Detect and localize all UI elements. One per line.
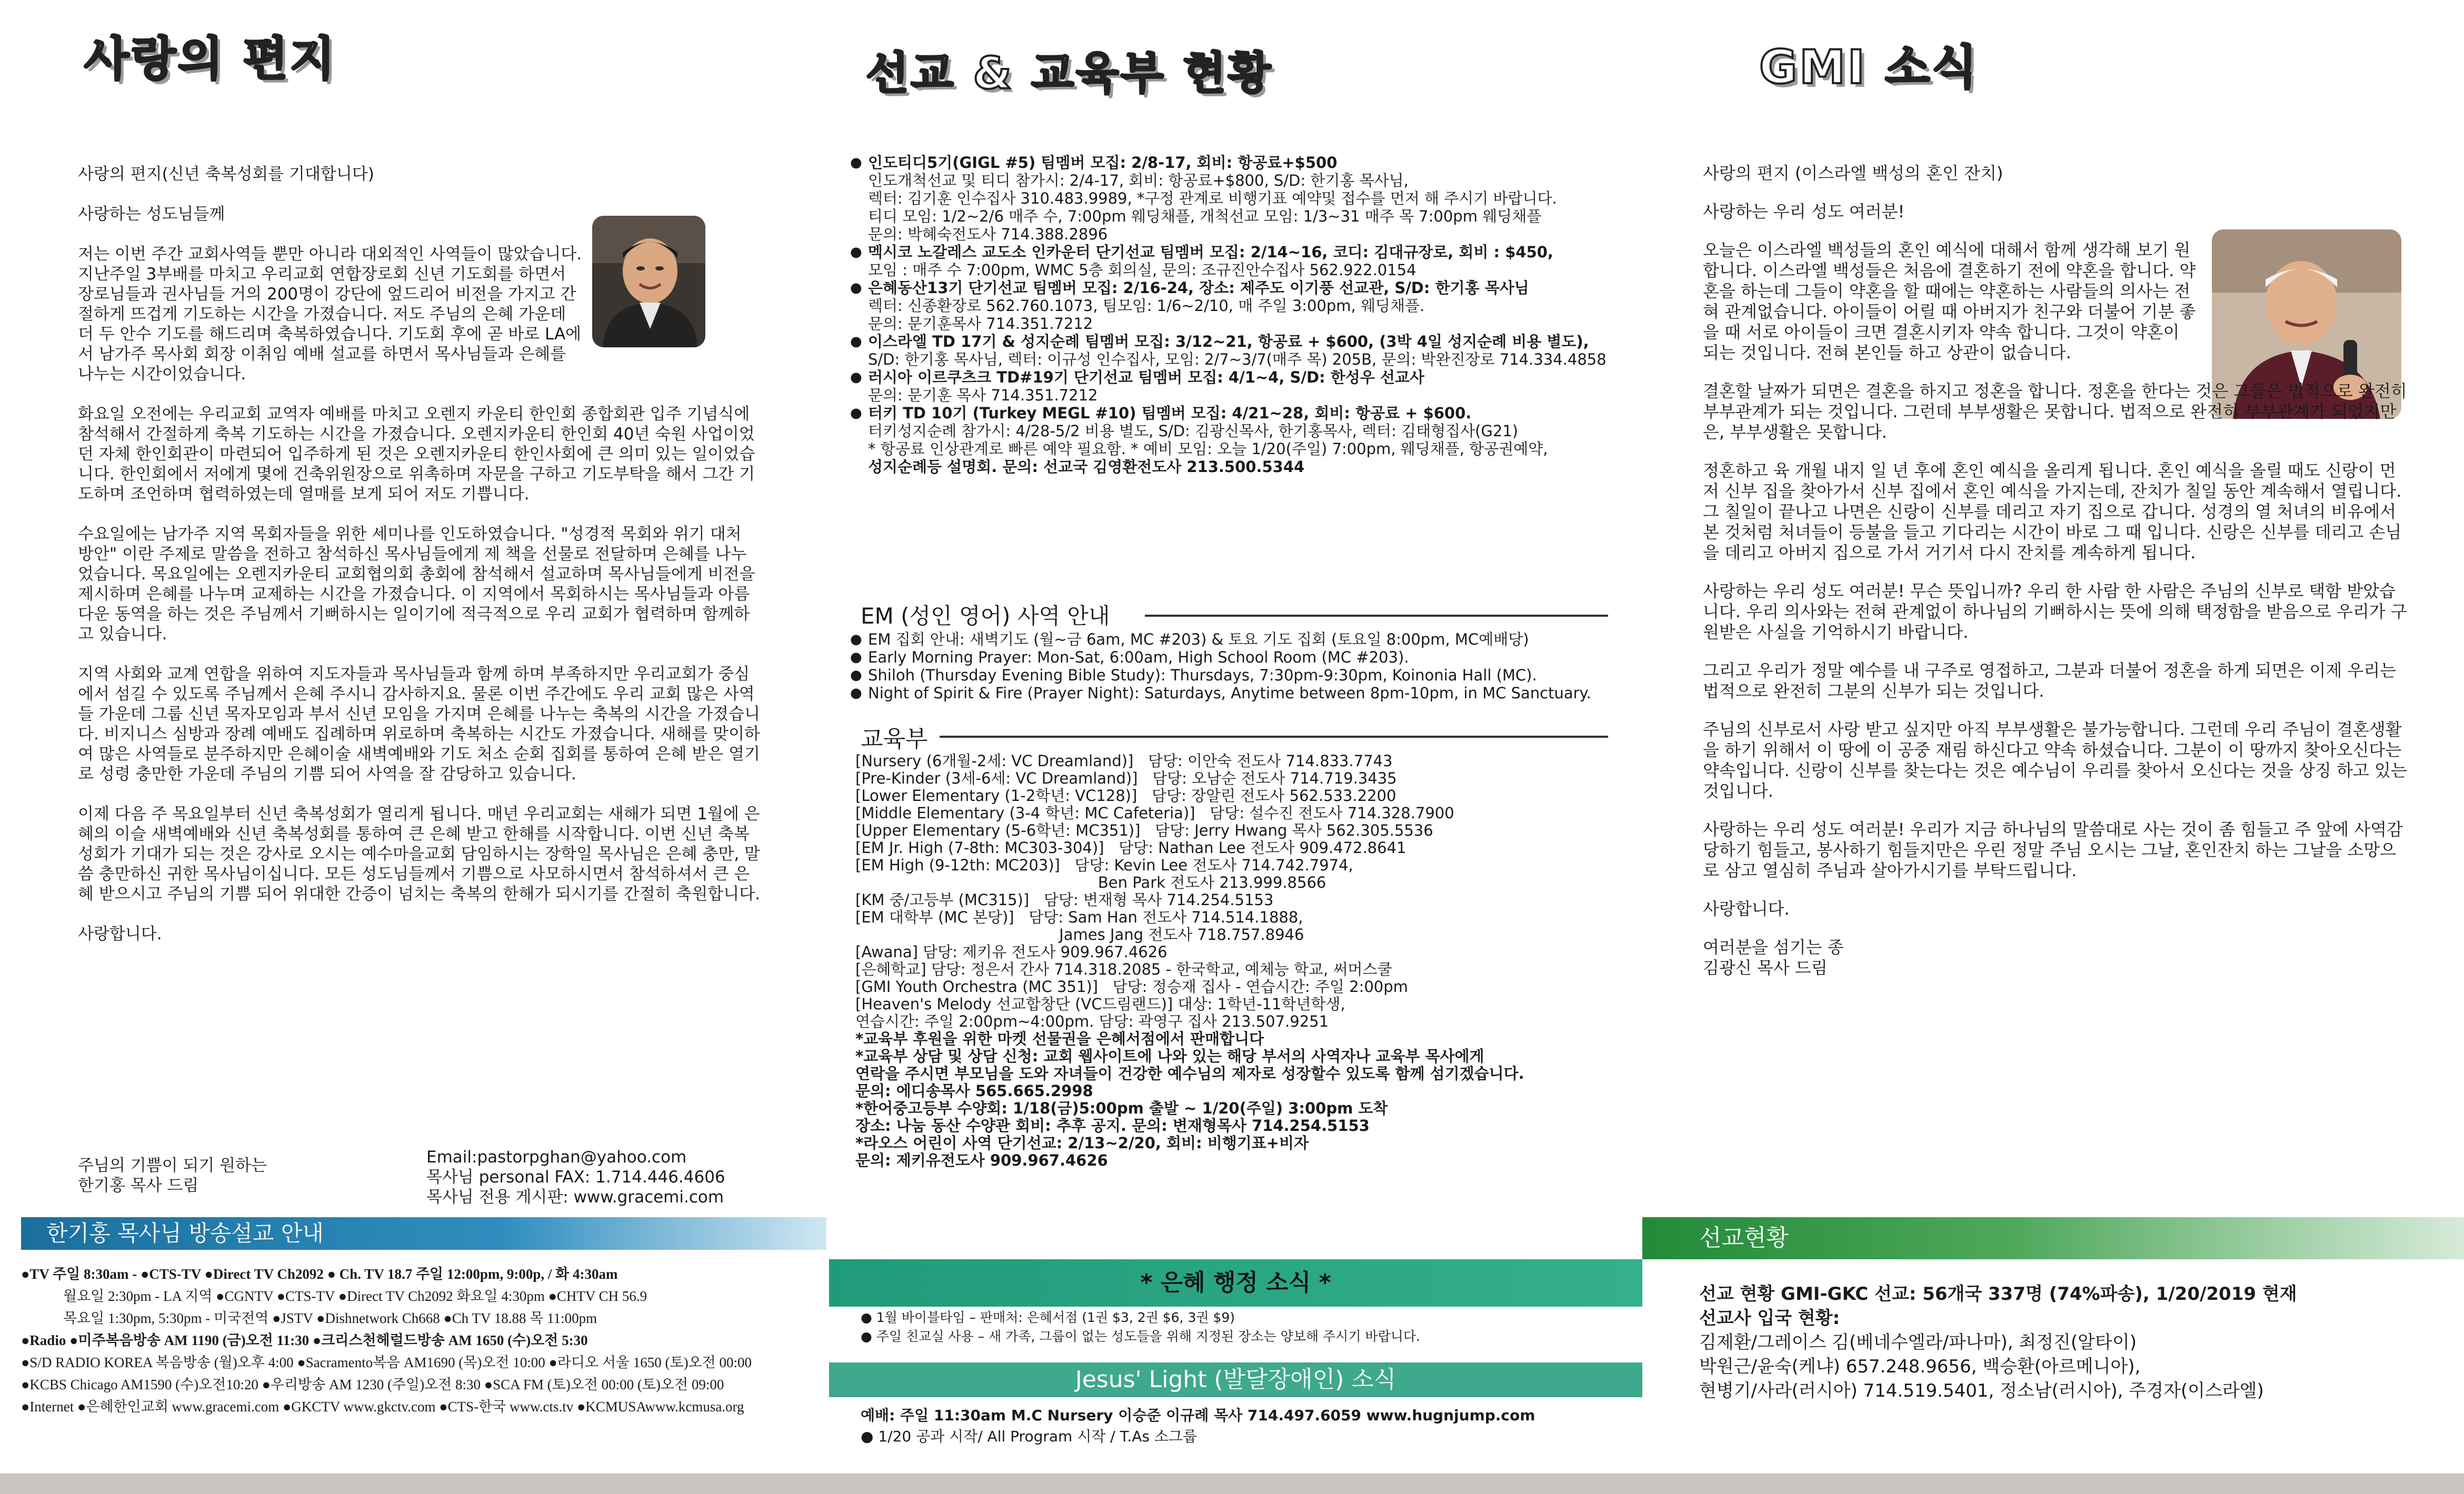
education-line: [GMI Youth Orchestra (MC 351)] 담당: 정승재 집사 - 연습시간: 주일 2:00pm bbox=[855, 978, 1408, 996]
broadcast-line-internet[interactable]: ●Internet ●은혜한인교회 www.gracemi.com ●GKCTV www.gkctv.com ●CTS-한국 www.cts.tv ●KCMUSAwww.kcmusa.org bbox=[21, 1399, 744, 1415]
mission-item-turkey: ● 터키 TD 10기 (Turkey MEGL #10) 팀멤버 모집: 4/21~28, 회비: 항공료 + $600. bbox=[850, 404, 1624, 422]
letter2-sign-line1: 여러분을 섬기는 종 bbox=[1703, 937, 1844, 957]
broadcast-title: 한기홍 목사님 방송설교 안내 bbox=[46, 1220, 324, 1246]
education-note: 장소: 나눔 동산 수양관 회비: 추후 공지. 문의: 변재형목사 714.254.5153 bbox=[855, 1117, 1370, 1135]
grace-admin-list bbox=[861, 1308, 1629, 1346]
grace-admin-item-text: 주일 친교실 사용 – 새 가족, 그룹이 없는 성도들을 위해 지정된 장소는 양보해 주시기 바랍니다. bbox=[876, 1329, 1420, 1344]
mission-status-line1: 선교 현황 GMI-GKC 선교: 56개국 337명 (74%파송), 1/20/2019 현재 bbox=[1699, 1284, 2297, 1305]
education-line: [Middle Elementary (3-4 학년: MC Cafeteria)] 담당: 설수진 전도사 714.328.7900 bbox=[855, 804, 1454, 822]
em-item: ● Night of Spirit & Fire (Prayer Night): Saturdays, Anytime between 8pm-10pm, in MC Sanctuary. bbox=[850, 684, 1624, 702]
grace-admin-band bbox=[829, 1259, 1642, 1307]
letter2-para1: 오늘은 이스라엘 백성들의 혼인 예식에 대해서 함께 생각해 보기 원합니다. 이스라엘 백성들은 처음에 결혼하기 전에 약혼을 합니다. 약혼을 하는데 그들이 약혼을 할 때에는 약혼하는 사람들의 의사는 전혀 관계없습니다. 아이들이 어릴 때 아버지가 친구와 더불어 기분 좋을 때 서로 아이들이 크면 결혼시키자 약속 합니다. 그것이 약혼이 되는 것입니다. 전혀 본인들 하고 상관이 없습니다. bbox=[1703, 240, 2196, 363]
education-line: [Nursery (6개월-2세: VC Dreamland)] 담당: 이안숙 전도사 714.833.7743 bbox=[855, 752, 1393, 770]
jesus-light-title: Jesus' Light (발달장애인) 소식 bbox=[1075, 1366, 1396, 1393]
letter2-para2: 결혼할 날짜가 되면은 결혼을 하지고 정혼을 합니다. 정혼을 한다는 것은 그들은 법적으로 완전히 부부관계가 되는 것입니다. 그런데 부부생활은 못합니다. 법적으로 완전히 부부관계가 되었지만은, 부부생활은 못합니다. bbox=[1703, 381, 2407, 442]
mission-sub: 렉터: 신종환장로 562.760.1073, 팀모임: 1/6~2/10, 매 주일 3:00pm, 웨딩채플. bbox=[868, 297, 1425, 315]
education-note: *교육부 후원을 위한 마켓 선물권을 은혜서점에서 판매합니다 bbox=[855, 1030, 1264, 1048]
education-line: [Heaven's Melody 선교합창단 (VC드림랜드)] 대상: 1학년-11학년학생, bbox=[855, 995, 1345, 1013]
letter2-para7: 사랑하는 우리 성도 여러분! 우리가 지금 하나님의 말씀대로 사는 것이 좀 힘들고 주 앞에 사역감당하기 힘들고, 봉사하기 힘들지만은 우린 정말 주님 오시는 그날, 혼인잔치 하는 그날을 소망으로 삼고 열심히 주님과 살아가시기를 부탁드립니다. bbox=[1703, 819, 2403, 880]
broadcast-line-sd: ●S/D RADIO KOREA 복음방송 (월)오후 4:00 ●Sacramento복음 AM1690 (목)오전 10:00 ●라디오 서울 1650 (토)오전 00:00 bbox=[21, 1355, 752, 1370]
education-line: James Jang 전도사 718.757.8946 bbox=[855, 926, 1304, 944]
education-line: Ben Park 전도사 213.999.8566 bbox=[855, 874, 1326, 891]
letter1-greeting: 사랑하는 성도님들께 bbox=[78, 205, 225, 224]
mission-status-line4: 박원근/윤숙(케냐) 657.248.9656, 백승환(아르메니아), bbox=[1699, 1356, 2141, 1377]
broadcast-line-kcbs: ●KCBS Chicago AM1590 (수)오전10:20 ●우리방송 AM 1230 (주일)오전 8:30 ●SCA FM (토)오전 00:00 (토)오전 09:00 bbox=[21, 1377, 724, 1392]
education-line: [KM 중/고등부 (MC315)] 담당: 변재형 목사 714.254.5153 bbox=[855, 891, 1274, 909]
grace-admin-item: ● 1월 바이블타임 – 판매처: 은혜서점 (1권 $3, 2권 $6, 3권 $9) bbox=[861, 1310, 1235, 1325]
mission-list bbox=[850, 154, 1624, 476]
education-list bbox=[855, 753, 1624, 1169]
mission-sub: 터키성지순례 참가시: 4/28-5/2 비용 별도, S/D: 김광신목사, 한기홍목사, 렉터: 김태형집사(G21) bbox=[868, 422, 1519, 440]
mission-status-line2: 선교사 입국 현황: bbox=[1699, 1308, 1840, 1329]
broadcast-schedule bbox=[21, 1263, 811, 1418]
jesus-light-info bbox=[861, 1405, 1629, 1447]
column-love-letter bbox=[0, 0, 829, 1494]
mission-sub: 모임 : 매주 수 7:00pm, WMC 5층 회의실, 문의: 조규진안수집사 562.922.0154 bbox=[868, 261, 1416, 279]
letter1-para4: 지역 사회와 교계 연합을 위하여 지도자들과 목사님들과 함께 하며 부족하지만 우리교회가 중심에서 섬길 수 있도록 주님께서 은혜 주시니 감사하지요. 물론 이번 주간에도 우리 교회 많은 사역들 가운데 그룹 신년 목자모임과 부서 신년 모임을 가지며 은혜를 나누는 축복의 시간을 가졌습니다. 비지니스 심방과 장례 예배도 집례하며 위로하며 축복하는 시간도 가졌습니다. 새해를 맞이하여 많은 사역들로 분주하지만 은혜이술 새벽예배와 기도 처소 순회 집회를 통하여 은혜 받은 열기로 성령 충만한 가운데 주님의 기쁨 되어 사역을 잘 감당하고 있습니다. bbox=[78, 665, 760, 784]
header-gmi-news: GMI 소식 bbox=[1759, 40, 1979, 94]
letter1-sign-line2: 한기홍 목사 드림 bbox=[78, 1176, 199, 1195]
education-line: [EM High (9-12th: MC203)] 담당: Kevin Lee 전도사 714.742.7974, bbox=[855, 856, 1353, 874]
education-line: [Pre-Kinder (3세-6세: VC Dreamland)] 담당: 오남순 전도사 714.719.3435 bbox=[855, 769, 1397, 787]
broadcast-line-tv: ●TV 주일 8:30am - ●CTS-TV ●Direct TV Ch2092 ● Ch. TV 18.7 주일 12:00pm, 9:00p, / 화 4:30am bbox=[21, 1266, 618, 1282]
mission-sub: 문의: 문기훈목사 714.351.7212 bbox=[868, 315, 1093, 333]
mission-sub: 렉터: 김기훈 인수집사 310.483.9989, *구정 관계로 비행기표 예약및 접수를 먼저 해 주시기 바랍니다. bbox=[868, 189, 1557, 207]
education-line: 연습시간: 주일 2:00pm~4:00pm. 담당: 곽영구 집사 213.507.9251 bbox=[855, 1012, 1329, 1030]
mission-item-russia: ● 러시아 이르쿠츠크 TD#19기 단기선교 팀멤버 모집: 4/1~4, S/D: 한성우 선교사 bbox=[850, 368, 1624, 386]
education-line: [Upper Elementary (5-6학년: MC351)] 담당: Jerry Hwang 목사 562.305.5536 bbox=[855, 821, 1433, 839]
letter1-closing: 사랑합니다. bbox=[78, 925, 162, 944]
mission-status-title: 선교현황 bbox=[1699, 1225, 1789, 1251]
em-item: ● Early Morning Prayer: Mon-Sat, 6:00am, High School Room (MC #203). bbox=[850, 648, 1624, 666]
mission-status-line5: 현병기/사라(러시아) 714.519.5401, 정소남(러시아), 주경자(이스라엘) bbox=[1699, 1380, 2264, 1401]
mission-item-india: ● 인도티디5기(GIGL #5) 팀멤버 모집: 2/8-17, 회비: 항공료+$500 bbox=[850, 154, 1624, 172]
letter1-contact bbox=[426, 1147, 725, 1207]
em-item: ● EM 집회 안내: 새벽기도 (월~금 6am, MC #203) & 토요 기도 집회 (토요일 8:00pm, MC예배당) bbox=[850, 630, 1624, 648]
grace-admin-item: ● 주일 친교실 사용 – 새 가족, 그룹이 없는 성도들을 위해 지정된 장소는 양보해 주시기 바랍니다. bbox=[861, 1329, 1420, 1344]
education-note: *라오스 어린이 사역 단기선교: 2/13~2/20, 회비: 비행기표+비자 bbox=[855, 1134, 1309, 1152]
letter1-body bbox=[78, 164, 762, 964]
letter2-para3: 정혼하고 육 개월 내지 일 년 후에 혼인 예식을 올리게 됩니다. 혼인 예식을 올릴 때도 신랑이 먼저 신부 집을 찾아가서 신부 집에서 혼인 예식을 가지는데, 잔치가 칠일 동안 계속해서 열립니다. 그 칠일이 끝나고 나면은 신랑이 신부를 데리고 자기 집으로 갑니다. 성경의 열 처녀의 비유에서 본 것처럼 처녀들이 등불을 들고 기다리는 시간이 바로 그 때 입니다. 신랑은 신부를 데리고 손님을 데리고 아버지 집으로 가서 거기서 다시 잔치를 계속하게 됩니다. bbox=[1703, 460, 2402, 563]
mission-item-israel: ● 이스라엘 TD 17기 & 성지순례 팀멤버 모집: 3/12~21, 항공료 + $600, (3박 4일 성지순례 비용 별도), bbox=[850, 333, 1624, 350]
education-line: [EM Jr. High (7-8th: MC303-304)] 담당: Nathan Lee 전도사 909.472.8641 bbox=[855, 839, 1406, 857]
education-line: [EM 대학부 (MC 본당)] 담당: Sam Han 전도사 714.514.1888, bbox=[855, 908, 1303, 926]
em-title: EM (성인 영어) 사역 안내 bbox=[861, 603, 1110, 629]
letter1-para1: 저는 이번 주간 교회사역들 뿐만 아니라 대외적인 사역들이 많았습니다. 지난주일 3부배를 마치고 우리교회 연합장로회 신년 기도회를 하면서 장로님들과 권사님들 거의 200명이 강단에 엎드리어 비전을 가지고 간절하게 뜨겁게 기도하는 시간을 가졌습니다. 저도 주님의 은혜 가운데 더 두 안수 기도를 해드리며 축복하였습니다. 기도회 후에 곧 바로 LA에서 남가주 목사회 회장 이취임 예배 설교를 하면서 목사님들과 은혜를 나누는 시간이었습니다. bbox=[78, 245, 582, 384]
broadcast-line-mon: 월요일 2:30pm - LA 지역 ●CGNTV ●CTS-TV ●Direct TV Ch2092 화요일 4:30pm ●CHTV CH 56.9 bbox=[63, 1288, 647, 1304]
letter1-sign-line1: 주님의 기쁨이 되기 원하는 bbox=[78, 1156, 267, 1175]
jesus-light-band bbox=[829, 1362, 1642, 1397]
education-line: [Awana] 담당: 제키유 전도사 909.967.4626 bbox=[855, 943, 1168, 961]
header-love-letter: 사랑의 편지 bbox=[84, 32, 337, 86]
letter1-para3: 수요일에는 남가주 지역 목회자들을 위한 세미나를 인도하였습니다. "성경적 목회와 위기 대처 방안" 이란 주제로 말씀을 전하고 참석하신 목사님들에게 제 책을 선물로 전달하며 은혜를 나누었습니다. 목요일에는 오렌지카운티 교회협의회 총회에 참석해서 설교하며 목사님들에게 비전을 제시하며 은혜를 나누며 교제하는 시간을 가졌습니다. 이 지역에서 목회하시는 목사님들과 아름다운 동역을 하는 것은 주님께서 기뻐하시는 일이기에 적극적으로 우리 교회가 협력하며 함께하고 있습니다. bbox=[78, 525, 755, 644]
letter2-title: 사랑의 편지 (이스라엘 백성의 혼인 잔치) bbox=[1703, 163, 2003, 183]
pastor-fax: 목사님 personal FAX: 1.714.446.4606 bbox=[426, 1168, 725, 1187]
column-mission-education bbox=[829, 0, 1642, 1494]
pastor-email[interactable]: Email:pastorpghan@yahoo.com bbox=[426, 1148, 687, 1167]
letter1-signature bbox=[78, 1156, 267, 1196]
mission-sub: 티디 모임: 1/2~2/6 매주 수, 7:00pm 웨딩채플, 개척선교 모임: 1/3~31 매주 목 7:00pm 웨딩채플 bbox=[868, 207, 1542, 225]
grace-admin-title: * 은혜 행정 소식 * bbox=[1140, 1269, 1331, 1296]
mission-sub: 문의: 문기훈 목사 714.351.7212 bbox=[868, 386, 1098, 404]
letter2-greeting: 사랑하는 우리 성도 여러분! bbox=[1703, 202, 1905, 222]
mission-sub: 성지순례등 설명회. 문의: 선교국 김영환전도사 213.500.5344 bbox=[868, 458, 1305, 476]
letter2-sign-line2: 김광신 목사 드림 bbox=[1703, 958, 1828, 978]
education-rule bbox=[940, 736, 1608, 738]
broadcast-line-thu: 목요일 1:30pm, 5:30pm - 미국전역 ●JSTV ●Dishnetwork Ch668 ●Ch TV 18.88 목 11:00pm bbox=[63, 1310, 597, 1326]
education-line: [Lower Elementary (1-2학년: VC128)] 담당: 장알린 전도사 562.533.2200 bbox=[855, 787, 1396, 805]
em-item: ● Shiloh (Thursday Evening Bible Study): Thursdays, 7:30pm-9:30pm, Koinonia Hall (MC). bbox=[850, 666, 1624, 684]
mission-sub: 문의: 박혜숙전도사 714.388.2896 bbox=[868, 225, 1108, 243]
em-rule bbox=[1145, 615, 1608, 617]
jesus-light-line1: 예배: 주일 11:30am M.C Nursery 이승준 이규례 목사 714.497.6059 www.hugnjump.com bbox=[861, 1407, 1535, 1424]
mission-sub: S/D: 한기홍 목사님, 렉터: 이규성 인수집사, 모임: 2/7~3/7(매주 목) 205B, 문의: 박완진장로 714.334.4858 bbox=[868, 350, 1607, 368]
grace-admin-item-text: 1월 바이블타임 – 판매처: 은혜서점 (1권 $3, 2권 $6, 3권 $9) bbox=[876, 1310, 1235, 1325]
em-list bbox=[850, 630, 1624, 702]
education-note: *한어중고등부 수양회: 1/18(금)5:00pm 출발 ~ 1/20(주일) 3:00pm 도착 bbox=[855, 1099, 1388, 1117]
education-line: [은혜학교] 담당: 정은서 간사 714.318.2085 - 한국학교, 예체능 학교, 써머스쿨 bbox=[855, 960, 1392, 978]
mission-item-mexico: ● 멕시코 노갈레스 교도소 인카운터 단기선교 팀멤버 모집: 2/14~16, 코디: 김대규장로, 회비 : $450, bbox=[850, 243, 1624, 261]
education-note: 문의: 에디송목사 565.665.2998 bbox=[855, 1082, 1093, 1100]
mission-status-band bbox=[1642, 1217, 2464, 1259]
bottom-strip bbox=[0, 1473, 2464, 1494]
education-note: 문의: 제키유전도사 909.967.4626 bbox=[855, 1151, 1108, 1169]
education-title: 교육부 bbox=[861, 726, 928, 753]
education-note: *교육부 상담 및 상담 신청: 교회 웹사이트에 나와 있는 해당 부서의 사역자나 교육부 목사에게 bbox=[855, 1047, 1484, 1065]
mission-item-jeju: ● 은혜동산13기 단기선교 팀멤버 모집: 2/16-24, 장소: 제주도 이기풍 선교관, S/D: 한기홍 목사님 bbox=[850, 279, 1624, 297]
letter2-para6: 주님의 신부로서 사랑 받고 싶지만 아직 부부생활은 불가능합니다. 그런데 우리 주님이 결혼생활을 하기 위해서 이 땅에 이 공중 재림 하신다고 약속 하셨습니다. 그분이 이 땅까지 찾아오신다는 약속입니다. 신랑이 신부를 찾는다는 것은 예수님이 우리를 찾아서 오신다는 것을 상징 하고 있는 것입니다. bbox=[1703, 719, 2407, 801]
letter1-para2: 화요일 오전에는 우리교회 교역자 예배를 마치고 오렌지 카운티 한인회 종합회관 입주 기념식에 참석해서 간절하게 축복 기도하는 시간을 가졌습니다. 오렌지카운티 한인회 40년 숙원 사업이었던 자체 한인회관이 마련되어 입주하게 된 것은 오렌지카운티 한인사회에 큰 의미 있는 일이었습니다. 한인회에서 저에게 몇에 건축위원장으로 위촉하며 자문을 구하고 기도부탁을 해서 그간 기도하며 조언하며 협력하였는데 열매를 보게 되어 저도 기쁩니다. bbox=[78, 405, 755, 504]
jesus-light-line2: ● 1/20 공과 시작/ All Program 시작 / T.As 소그룹 bbox=[861, 1428, 1197, 1445]
letter2-para4: 사랑하는 우리 성도 여러분! 무슨 뜻입니까? 우리 한 사람 한 사람은 주님의 신부로 택함 받았습니다. 우리 의사와는 전혀 관계없이 하나님의 기뻐하시는 뜻에 의해 택정함을 받음으로 우리가 구원받은 사실을 기억하시기 바랍니다. bbox=[1703, 581, 2407, 642]
broadcast-band bbox=[21, 1217, 826, 1250]
letter2-closing: 사랑합니다. bbox=[1703, 899, 1790, 919]
pastor-board[interactable]: 목사님 전용 게시판: www.gracemi.com bbox=[426, 1188, 724, 1207]
broadcast-line-radio: ●Radio ●미주복음방송 AM 1190 (금)오전 11:30 ●크리스천헤럴드방송 AM 1650 (수)오전 5:30 bbox=[21, 1332, 588, 1348]
letter1-title: 사랑의 편지(신년 축복성회를 기대합니다) bbox=[78, 165, 374, 184]
header-mission-education: 선교 & 교육부 현황 bbox=[866, 47, 1273, 99]
education-note: 연락을 주시면 부모님을 도와 자녀들이 건강한 예수님의 제자로 성장할수 있도록 함께 섬기겠습니다. bbox=[855, 1065, 1524, 1082]
letter1-para5: 이제 다음 주 목요일부터 신년 축복성회가 열리게 됩니다. 매년 우리교회는 새해가 되면 1월에 은혜의 이슬 새벽예배와 신년 축복성회를 통하여 큰 은혜 받고 한해를 시작합니다. 이번 신년 축복성회가 기대가 되는 것은 강사로 오시는 예수마을교회 담임하시는 장학일 목사님은 은혜 충만, 말씀 충만하신 귀한 목사님이십니다. 모든 성도님들께서 기쁨으로 사모하시면서 참석하셔서 큰 은혜 받으시고 주님의 기쁨 되어 위대한 간증이 넘치는 축복의 한해가 되시기를 간절히 축원합니다. bbox=[78, 805, 760, 904]
letter2-para5: 그리고 우리가 정말 예수를 내 구주로 영접하고, 그분과 더불어 정혼을 하게 되면은 이제 우리는 법적으로 완전히 그분의 신부가 되는 것입니다. bbox=[1703, 660, 2397, 701]
mission-sub: 인도개척선교 및 티디 참가시: 2/4-17, 회비: 항공료+$800, S/D: 한기홍 목사님, bbox=[868, 172, 1409, 189]
letter2-body bbox=[1703, 163, 2411, 978]
mission-status-line3: 김제환/그레이스 김(베네수엘라/파나마), 최정진(알타이) bbox=[1699, 1332, 2137, 1353]
mission-sub: * 항공료 인상관계로 빠른 예약 필요함. * 예비 모임: 오늘 1/20(주일) 7:00pm, 웨딩채플, 항공권예약, bbox=[868, 440, 1548, 458]
mission-status-list bbox=[1699, 1282, 2436, 1403]
